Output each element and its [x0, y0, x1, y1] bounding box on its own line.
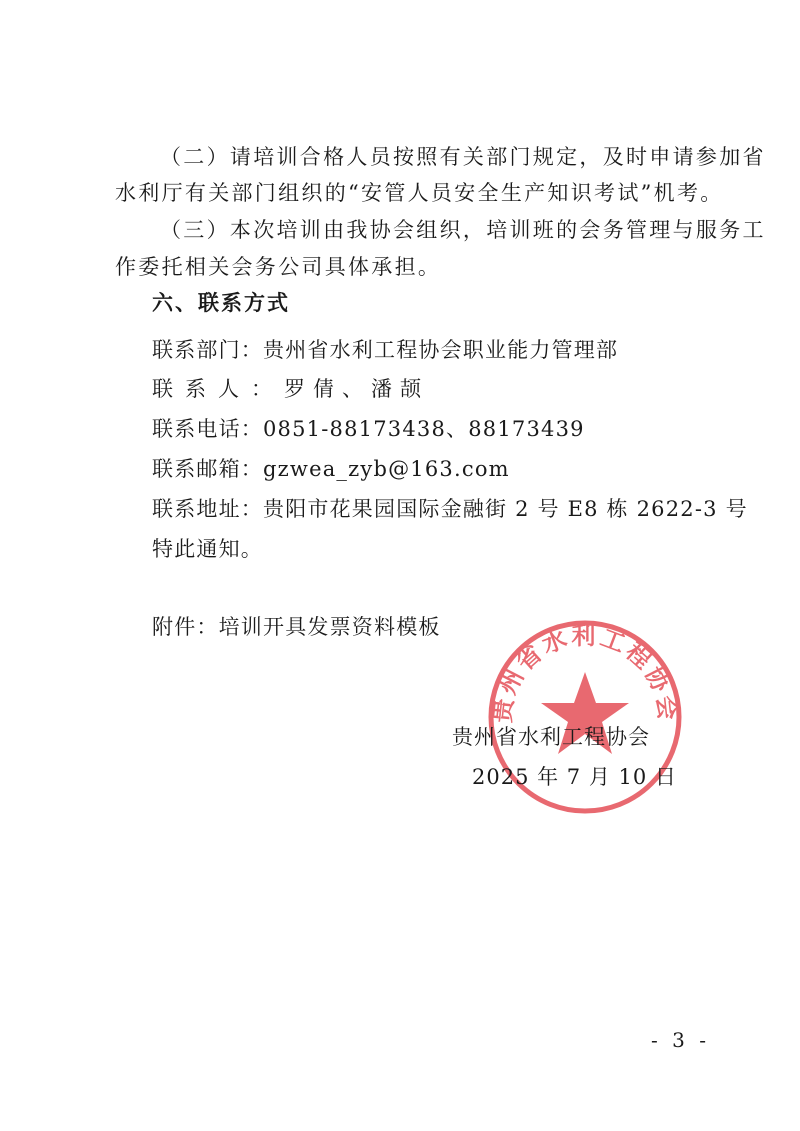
contact-person-label: 联系人：	[152, 377, 284, 401]
signing-organization: 贵州省水利工程协会	[452, 725, 650, 749]
paragraph-2-line-1: （二）请培训合格人员按照有关部门规定，及时申请参加省	[160, 145, 766, 169]
contact-email-value: gzwea_zyb@163.com	[263, 457, 510, 481]
svg-text:贵州省水利工程协会: 贵州省水利工程协会	[488, 621, 682, 725]
contact-phone-row	[152, 414, 585, 444]
attachment-note: 附件：培训开具发票资料模板	[152, 615, 441, 639]
contact-person-value: 罗倩、潘颉	[284, 377, 429, 401]
section-heading-contact: 六、联系方式	[152, 291, 290, 315]
contact-phone-value: 0851-88173438、88173439	[263, 417, 585, 441]
contact-address-row	[152, 494, 748, 524]
contact-department-label: 联系部门：	[152, 338, 263, 362]
contact-email-label: 联系邮箱：	[152, 457, 263, 481]
closing-remark: 特此通知。	[152, 537, 263, 561]
contact-person-row	[152, 374, 429, 404]
paragraph-3-line-1: （三）本次培训由我协会组织，培训班的会务管理与服务工	[160, 218, 766, 242]
paragraph-2-line-2: 水利厅有关部门组织的“安管人员安全生产知识考试”机考。	[115, 181, 724, 205]
contact-email-row	[152, 454, 510, 484]
signing-date: 2025 年 7 月 10 日	[472, 765, 677, 789]
page-number: - 3 -	[651, 1028, 710, 1052]
contact-address-label: 联系地址：	[152, 497, 263, 521]
contact-phone-label: 联系电话：	[152, 417, 263, 441]
signature-block	[452, 722, 677, 792]
paragraph-3-line-2: 作委托相关会务公司具体承担。	[115, 255, 442, 279]
contact-department-value: 贵州省水利工程协会职业能力管理部	[263, 338, 619, 362]
contact-department-row	[152, 335, 618, 365]
contact-address-value: 贵阳市花果园国际金融街 2 号 E8 栋 2622-3 号	[263, 497, 748, 521]
